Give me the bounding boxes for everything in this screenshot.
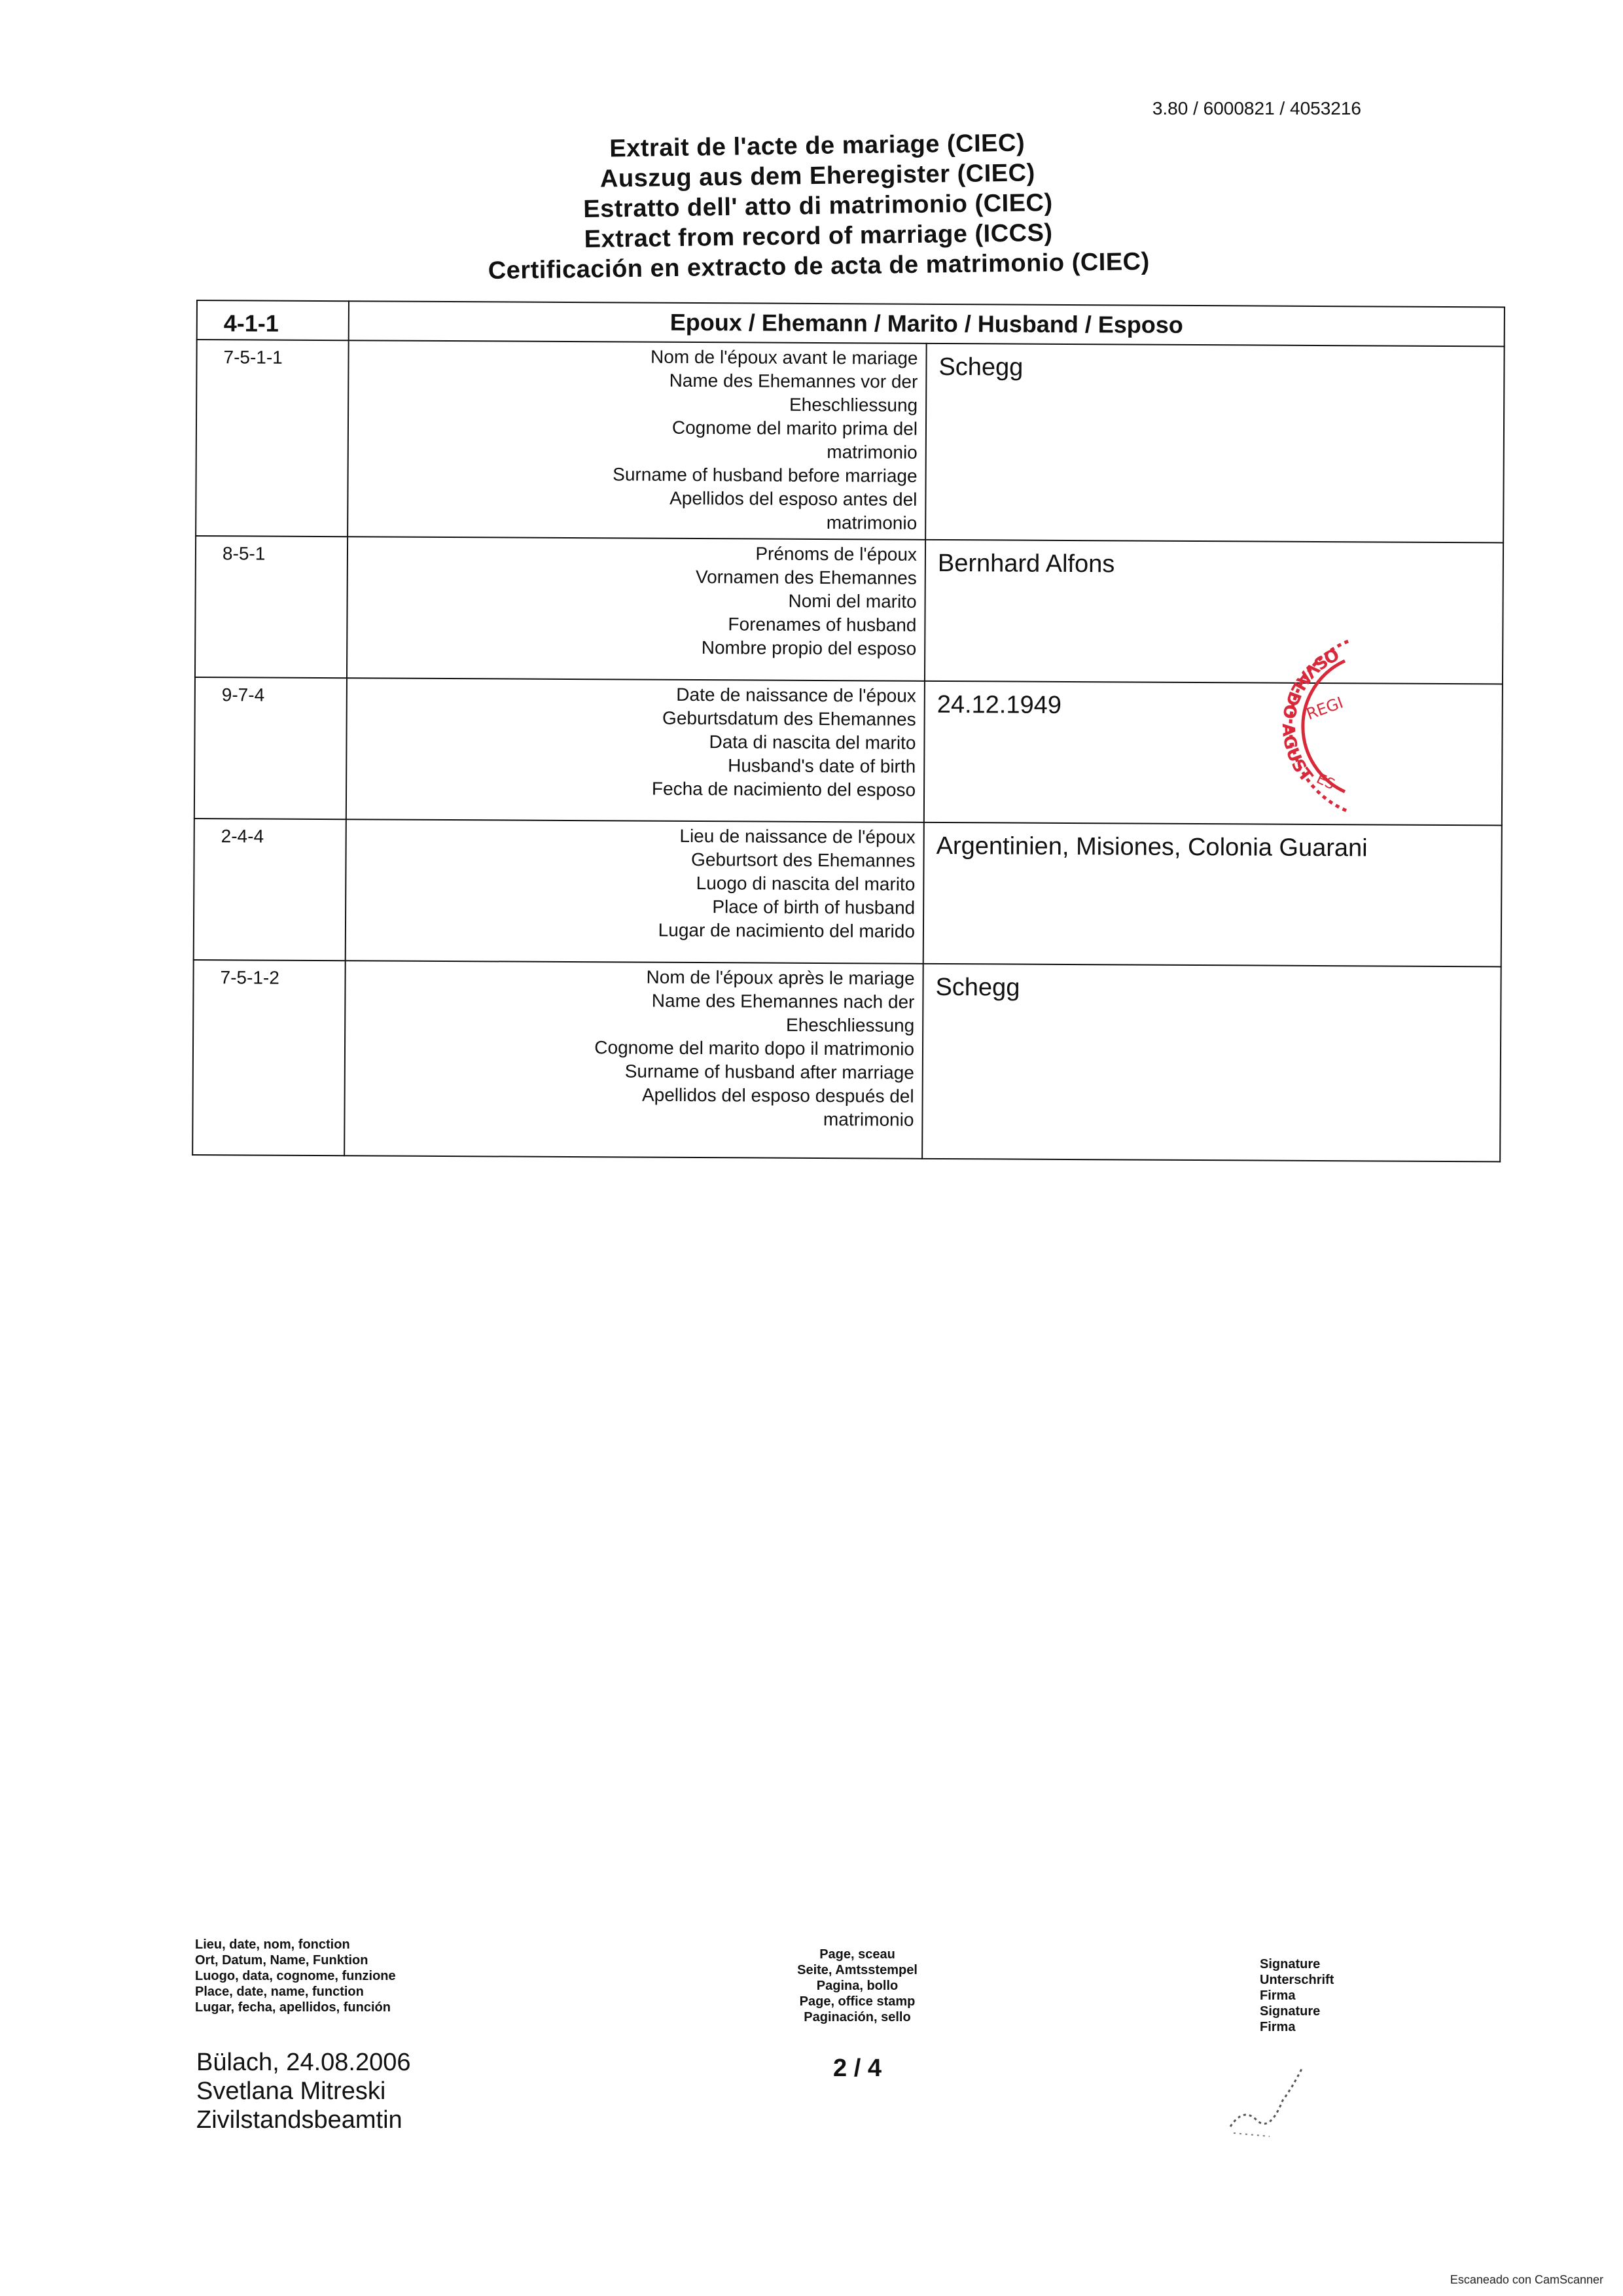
label-line: Nombre propio del esposo [701, 637, 917, 659]
footer-label: Lugar, fecha, apellidos, función [195, 2000, 391, 2015]
label-line: Name des Ehemannes vor der [669, 370, 918, 392]
label-line: Date de naissance de l'époux [676, 684, 916, 706]
section-title: Epoux / Ehemann / Marito / Husband / Esposo [349, 301, 1505, 346]
label-line: Husband's date of birth [728, 755, 916, 777]
label-line: Forenames of husband [728, 614, 917, 635]
row-code: 8-5-1 [195, 536, 348, 678]
row-code: 7-5-1-2 [192, 960, 346, 1156]
label-line: Vornamen des Ehemannes [695, 567, 917, 588]
footer-label: Place, date, name, function [195, 1985, 364, 1999]
label-line: Geburtsort des Ehemannes [691, 849, 916, 871]
scanner-watermark: Escaneado con CamScanner [1450, 2273, 1603, 2286]
footer-label: Page, sceau [819, 1947, 895, 1962]
official-name: Svetlana Mitreski [196, 2077, 386, 2105]
footer-label: Page, office stamp [799, 1994, 916, 2009]
footer-page-labels [753, 1947, 962, 2025]
row-label [346, 678, 925, 822]
row-code: 9-7-4 [194, 677, 347, 819]
official-stamp-icon [1237, 635, 1368, 818]
footer-label: Seite, Amtsstempel [797, 1963, 918, 1977]
row-label [344, 961, 923, 1159]
label-line: Nomi del marito [788, 590, 917, 612]
label-line: Cognome del marito prima del [671, 417, 918, 439]
row-code: 2-4-4 [194, 819, 346, 961]
label-line: Surname of husband before marriage [613, 464, 918, 486]
label-line: matrimonio [823, 1109, 914, 1130]
label-line: Eheschliessung [789, 394, 918, 415]
document-titles [424, 126, 1211, 287]
footer-label: Pagina, bollo [816, 1979, 899, 1993]
label-line: matrimonio [826, 512, 918, 533]
label-line: Prénoms de l'époux [755, 543, 918, 565]
signature-icon [1217, 2041, 1348, 2146]
footer-label: Signature [1260, 1957, 1321, 1971]
title-de: Auszug aus dem Eheregister (CIEC) [599, 159, 1035, 193]
label-line: Cognome del marito dopo il matrimonio [594, 1037, 915, 1059]
label-line: Eheschliessung [786, 1014, 915, 1036]
birth-date-value: 24.12.1949 [924, 681, 1503, 826]
title-en: Extract from record of marriage (ICCS) [584, 219, 1053, 253]
footer-official-block [196, 2048, 411, 2134]
title-es: Certificación en extracto de acta de matrimonio (CIEC) [488, 247, 1150, 285]
stamp-text-outer: OSVALDO AGUST [1277, 643, 1342, 786]
surname-before-value: Schegg [925, 344, 1505, 543]
row-label [346, 819, 924, 964]
section-code: 4-1-1 [197, 300, 349, 340]
reference-number: 3.80 / 6000821 / 4053216 [1152, 98, 1361, 118]
label-line: Surname of husband after marriage [624, 1061, 914, 1083]
label-line: Geburtsdatum des Ehemannes [662, 707, 916, 730]
place-date: Bülach, 24.08.2006 [196, 2049, 411, 2076]
row-label [347, 537, 925, 681]
page-number: 2 / 4 [833, 2055, 882, 2082]
footer-label: Unterschrift [1260, 1973, 1334, 1987]
title-fr: Extrait de l'acte de mariage (CIEC) [609, 129, 1026, 163]
row-label [348, 340, 927, 540]
title-it: Estratto dell' atto di matrimonio (CIEC) [583, 188, 1053, 224]
surname-after-value: Schegg [922, 964, 1501, 1162]
label-line: Data di nascita del marito [709, 732, 916, 753]
label-line: Place of birth of husband [712, 896, 916, 918]
label-line: matrimonio [827, 442, 918, 463]
label-line: Name des Ehemannes nach der [651, 990, 915, 1012]
footer-label: Luogo, data, cognome, funzione [195, 1969, 396, 1983]
forenames-value: Bernhard Alfons [925, 540, 1503, 684]
label-line: Nom de l'époux avant le mariage [651, 346, 918, 368]
label-line: Nom de l'époux après le mariage [646, 966, 915, 989]
label-line: Luogo di nascita del marito [696, 873, 916, 894]
birth-place-value: Argentinien, Misiones, Colonia Guarani [923, 822, 1502, 967]
footer-label: Lieu, date, nom, fonction [195, 1937, 350, 1952]
table-row [192, 960, 1501, 1161]
label-line: Fecha de nacimiento del esposo [651, 778, 916, 800]
table-row [196, 340, 1505, 542]
footer-signature-labels [1260, 1956, 1334, 2035]
footer-label: Paginación, sello [804, 2010, 911, 2024]
footer-label: Firma [1260, 1988, 1296, 2003]
official-function: Zivilstandsbeamtin [196, 2106, 402, 2134]
row-code: 7-5-1-1 [196, 340, 349, 537]
footer-label: Firma [1260, 2020, 1296, 2034]
stamp-text-bottom: ES [1313, 770, 1338, 794]
table-row [194, 819, 1502, 966]
section-header-row [197, 300, 1505, 346]
label-line: Lieu de naissance de l'époux [679, 825, 916, 847]
footer-label: Signature [1260, 2004, 1321, 2019]
label-line: Apellidos del esposo antes del [669, 487, 918, 510]
stamp-text-inner: REGI [1304, 693, 1346, 724]
footer-label: Ort, Datum, Name, Funktion [195, 1953, 368, 1968]
label-line: Apellidos del esposo después del [641, 1084, 914, 1106]
label-line: Lugar de nacimiento del marido [658, 919, 916, 942]
footer-place-labels [195, 1937, 396, 2015]
